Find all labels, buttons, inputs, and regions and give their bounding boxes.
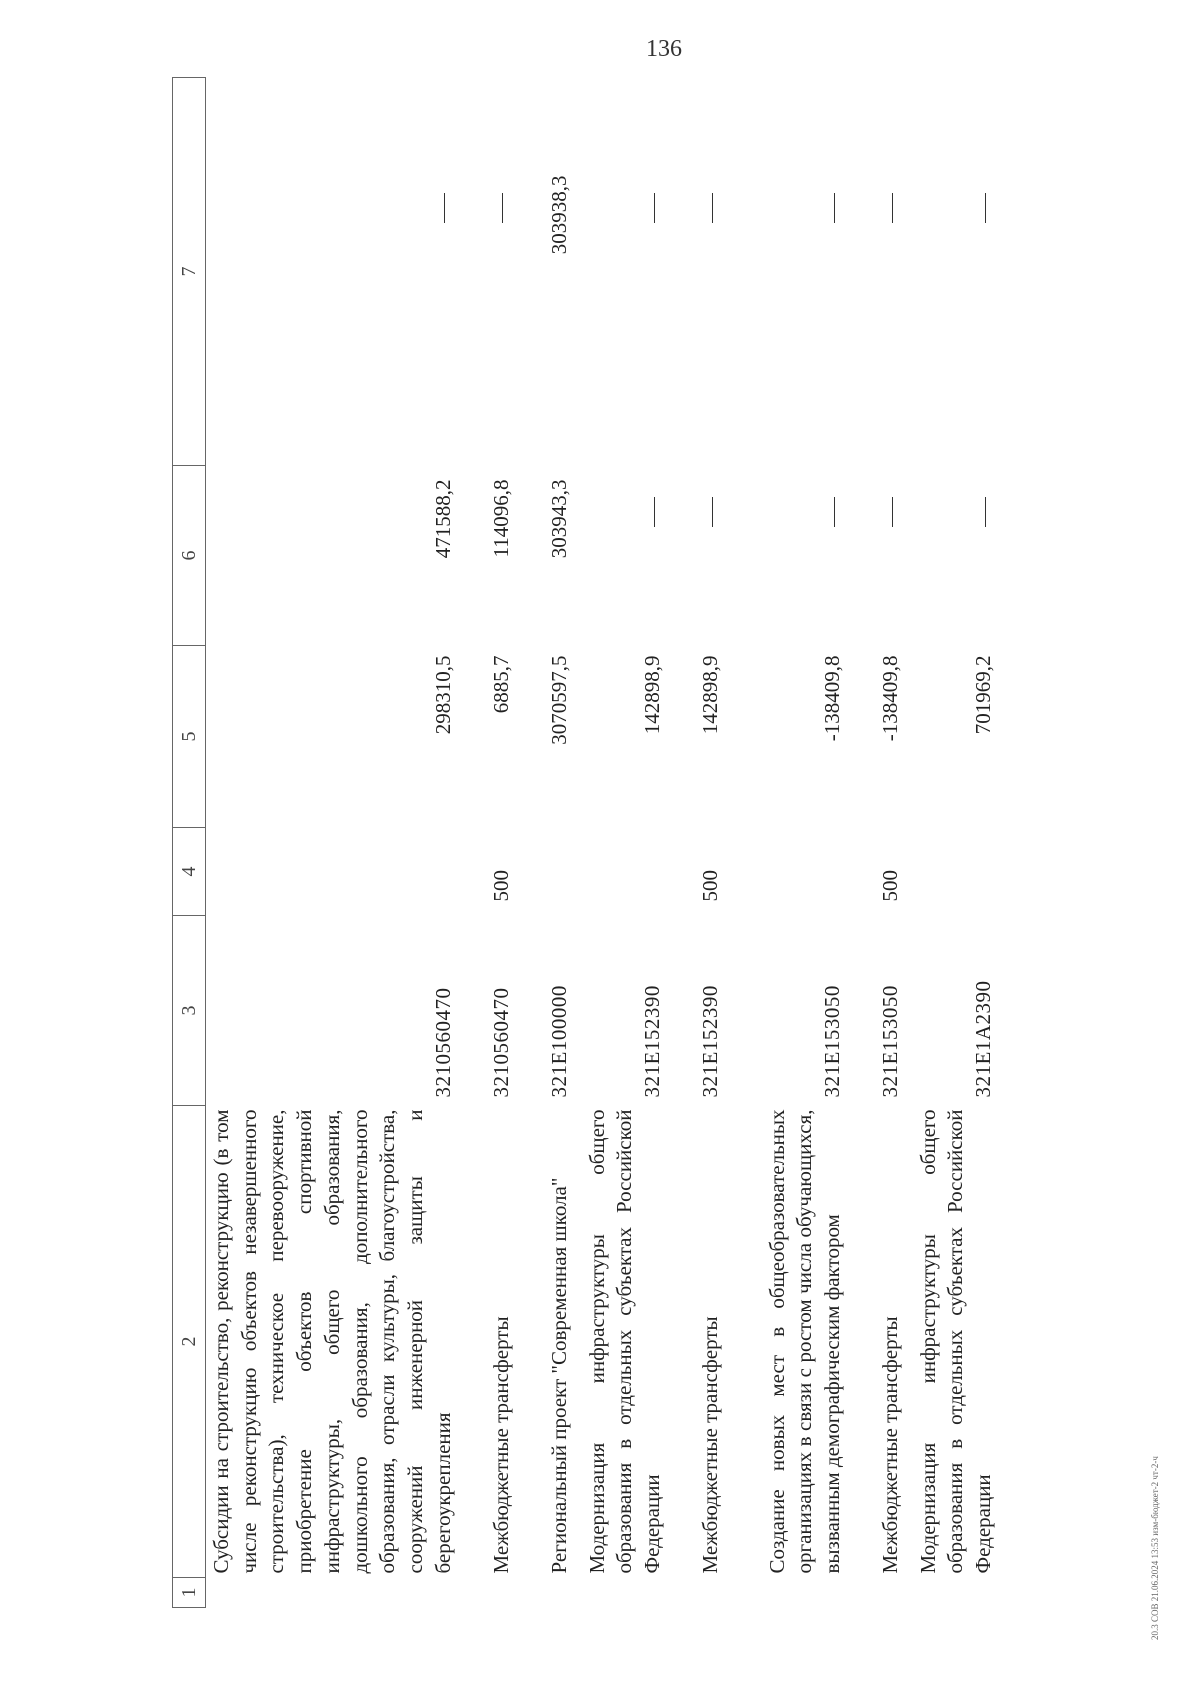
row-spacer [677,1578,735,1608]
dash-mark [502,194,503,224]
column-header-1: 1 [173,1578,206,1608]
row-value-col6: 114096,8 [488,479,513,558]
table-row [584,78,677,1608]
budget-table [172,77,1008,1608]
table-row [735,78,857,1608]
row-code: 321Е153050 [819,985,844,1098]
row-name: Создание новых мест в общеобразовательных организациях в связи с ростом числа обучающихся, вызванным демографическим фактором [764,1109,844,1574]
row-name: Межбюджетные трансферты [877,1316,902,1574]
row-value-col6 [735,466,857,646]
row-value-col7 [677,78,735,466]
row-code: 321Е152390 [639,985,664,1098]
row-value-col5: 298310,5 [430,655,455,735]
footer-code: 20.3 СОВ 21.06.2024 13:53 изм-бюджет-2 чт-2-ч [1150,1456,1160,1640]
row-value-col7 [857,78,915,466]
table-body [206,78,1008,1608]
row-code: 321Е1А2390 [971,980,996,1098]
row-value-col6 [857,466,915,646]
row-name: Субсидии на строительство, реконструкцию (в том числе реконструкцию объектов незавершенного строительства), техническое перевооружение, приобретение объектов спортивной инфраструктуры, общего образования, дошкольного образования, дополнительного образования, отрасли культуры, благоустройства, сооружений инженерной защиты и берегоукрепления [209,1109,455,1574]
table-row [915,78,1008,1608]
row-spacer [735,1578,857,1608]
row-value-col7 [584,78,677,466]
table-row [857,78,915,1608]
row-value-col7 [468,78,526,466]
row-code: 321Е152390 [697,985,722,1098]
row-name: Межбюджетные трансферты [488,1316,513,1574]
row-code: 3210560470 [488,987,513,1098]
dash-mark [985,498,986,528]
row-spacer [915,1578,1008,1608]
row-value-col7: 303938,3 [546,175,571,255]
row-spacer [206,1578,468,1608]
row-value-col6 [584,466,677,646]
row-code: 321Е100000 [546,985,571,1098]
column-header-5: 5 [173,646,206,828]
dash-mark [834,498,835,528]
row-code: 321Е153050 [877,985,902,1098]
row-name: Модернизация инфраструктуры общего образования в отдельных субъектах Российской Федерации [584,1109,664,1574]
column-header-7: 7 [173,78,206,466]
row-expense-type [735,828,857,916]
row-spacer [526,1578,584,1608]
table-row [468,78,526,1608]
row-value-col7 [206,78,468,466]
row-value-col7 [735,78,857,466]
page-number: 136 [646,36,682,62]
dash-mark [444,194,445,224]
dash-mark [834,194,835,224]
row-value-col5: 142898,9 [639,655,664,735]
row-value-col5: -138409,8 [877,655,902,742]
row-spacer [584,1578,677,1608]
table-row [526,78,584,1608]
row-expense-type [206,828,468,916]
row-expense-type [526,828,584,916]
row-value-col6 [915,466,1008,646]
row-value-col5: 6885,7 [488,655,513,714]
row-name: Межбюджетные трансферты [697,1316,722,1574]
row-expense-type [915,828,1008,916]
row-value-col5: -138409,8 [819,655,844,742]
row-value-col5: 701969,2 [971,655,996,735]
row-name: Модернизация инфраструктуры общего образования в отдельных субъектах Российской Федерации [915,1109,996,1574]
dash-mark [712,498,713,528]
row-value-col5: 3070597,5 [546,655,571,745]
table-row [206,78,468,1608]
row-expense-type: 500 [488,870,513,902]
column-number-row [173,78,206,1608]
row-name: Региональный проект "Современная школа" [546,1177,571,1574]
row-value-col7 [915,78,1008,466]
column-header-2: 2 [173,1106,206,1578]
dash-mark [654,194,655,224]
dash-mark [892,194,893,224]
budget-table-sheet [172,78,1062,1608]
row-expense-type: 500 [877,870,902,902]
row-value-col5: 142898,9 [697,655,722,735]
table-row [677,78,735,1608]
row-value-col6 [677,466,735,646]
dash-mark [985,194,986,224]
column-header-6: 6 [173,466,206,646]
row-value-col6: 303943,3 [546,479,571,559]
column-header-4: 4 [173,828,206,916]
row-expense-type: 500 [697,870,722,902]
dash-mark [892,498,893,528]
row-value-col6: 471588,2 [430,479,455,559]
row-expense-type [584,828,677,916]
column-header-3: 3 [173,916,206,1106]
row-code: 3210560470 [430,987,455,1098]
row-spacer [857,1578,915,1608]
dash-mark [654,498,655,528]
dash-mark [712,194,713,224]
row-spacer [468,1578,526,1608]
